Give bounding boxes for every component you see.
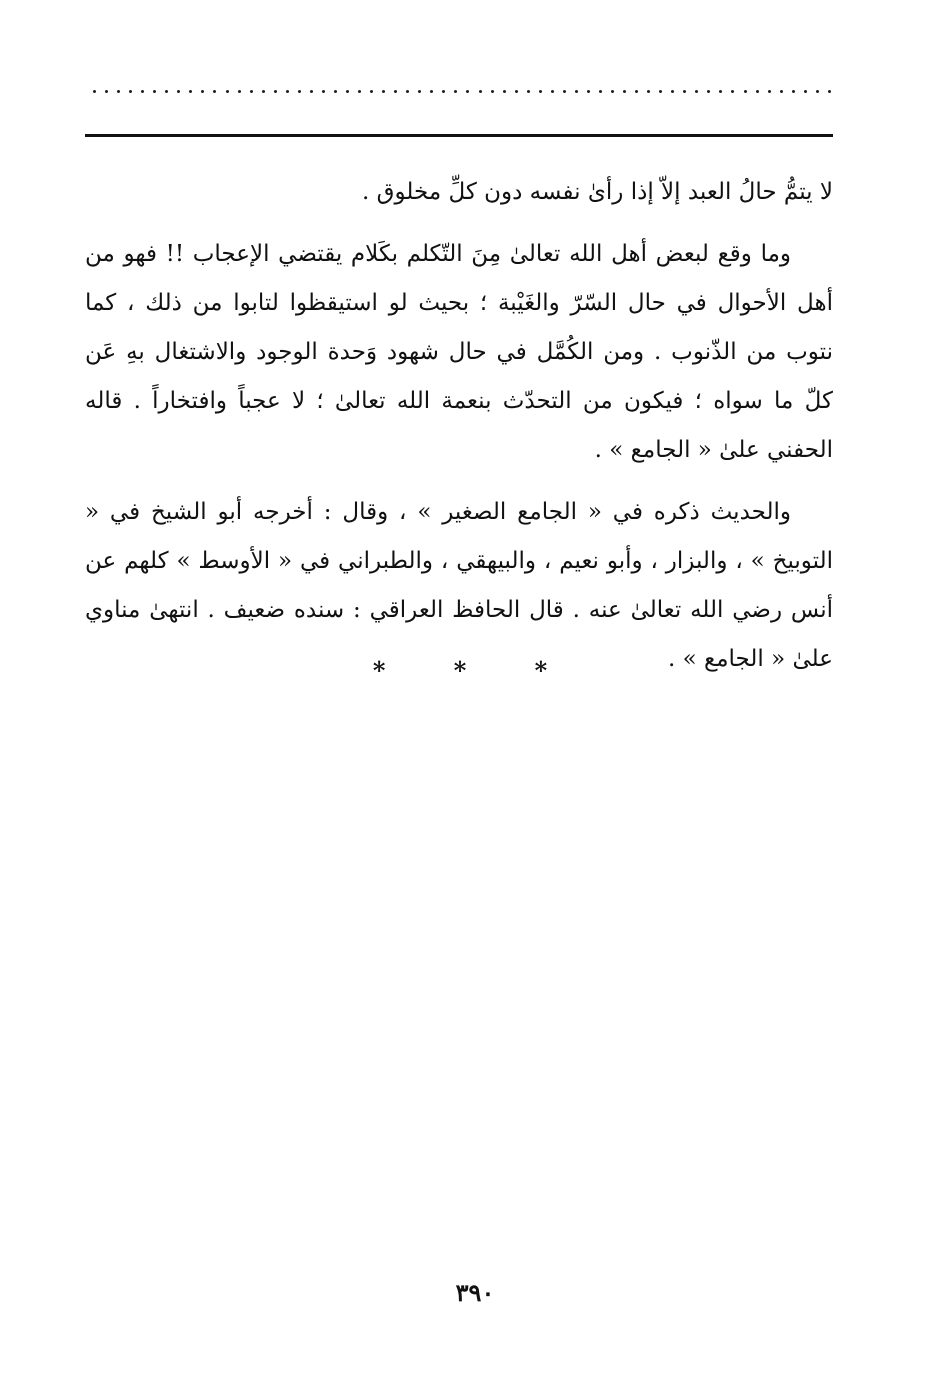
- rule-dot: [611, 90, 614, 93]
- rule-dot: [683, 90, 686, 93]
- rule-dot: [719, 90, 722, 93]
- rule-dot: [466, 90, 469, 93]
- rule-dot: [515, 90, 518, 93]
- rule-dot: [93, 90, 96, 93]
- paragraph-continuation: لا يتمُّ حالُ العبد إلاّ إذا رأىٰ نفسه دون كلِّ مخلوق .: [362, 179, 833, 205]
- rule-dot: [310, 90, 313, 93]
- rule-dot: [201, 90, 204, 93]
- rule-dot: [406, 90, 409, 93]
- rule-dot: [298, 90, 301, 93]
- rule-dot: [491, 90, 494, 93]
- rule-dot: [165, 90, 168, 93]
- rule-dot: [274, 90, 277, 93]
- rule-dot: [792, 90, 795, 93]
- paragraph: والحديث ذكره في « الجامع الصغير » ، وقال : أخرجه أبو الشيخ في « التوبيخ » ، والبزار ، وأبو نعيم ، والبيهقي ، والطبراني في « الأوسط » كلهم عن أنس رضي الله تعالىٰ عنه . قال الحافظ العراقي : سنده ضعيف . انتهىٰ مناوي علىٰ « الجامع » .: [85, 499, 833, 672]
- rule-dot: [213, 90, 216, 93]
- rule-dot: [587, 90, 590, 93]
- rule-dot: [346, 90, 349, 93]
- rule-dot: [575, 90, 578, 93]
- rule-dot: [418, 90, 421, 93]
- rule-dot: [539, 90, 542, 93]
- rule-dot: [707, 90, 710, 93]
- rule-dot: [442, 90, 445, 93]
- rule-dot: [635, 90, 638, 93]
- header-dotted-rule: [93, 84, 831, 98]
- rule-dot: [756, 90, 759, 93]
- rule-dot: [370, 90, 373, 93]
- rule-dot: [358, 90, 361, 93]
- rule-dot: [238, 90, 241, 93]
- page-number: ٣٩٠: [455, 1278, 495, 1307]
- rule-dot: [551, 90, 554, 93]
- rule-dot: [479, 90, 482, 93]
- rule-dot: [394, 90, 397, 93]
- rule-dot: [322, 90, 325, 93]
- rule-dot: [744, 90, 747, 93]
- rule-dot: [141, 90, 144, 93]
- rule-dot: [382, 90, 385, 93]
- rule-dot: [129, 90, 132, 93]
- rule-dot: [816, 90, 819, 93]
- rule-dot: [334, 90, 337, 93]
- rule-dot: [454, 90, 457, 93]
- rule-dot: [695, 90, 698, 93]
- rule-dot: [153, 90, 156, 93]
- rule-dot: [527, 90, 530, 93]
- body-text: [85, 168, 833, 697]
- rule-dot: [117, 90, 120, 93]
- rule-dot: [828, 90, 831, 93]
- rule-dot: [780, 90, 783, 93]
- rule-dot: [177, 90, 180, 93]
- rule-dot: [671, 90, 674, 93]
- rule-dot: [430, 90, 433, 93]
- paragraph: وما وقع لبعض أهل الله تعالىٰ مِنَ التّكلم بكَلام يقتضي الإعجاب !! فهو من أهل الأحوال في حال السّرّ والغَيْبة ؛ بحيث لو استيقظوا لتابوا من ذلك ، كما نتوب من الذّنوب . ومن الكُمَّل في حال شهود وَحدة الوجود والاشتغال بهِ عَن كلّ ما سواه ؛ فيكون من التحدّث بنعمة الله تعالىٰ ؛ لا عجباً وافتخاراً . قاله الحفني علىٰ « الجامع » .: [85, 241, 833, 463]
- rule-dot: [262, 90, 265, 93]
- rule-dot: [250, 90, 253, 93]
- rule-dot: [768, 90, 771, 93]
- rule-dot: [659, 90, 662, 93]
- header-solid-rule: [85, 134, 833, 137]
- rule-dot: [503, 90, 506, 93]
- rule-dot: [731, 90, 734, 93]
- rule-dot: [563, 90, 566, 93]
- rule-dot: [105, 90, 108, 93]
- section-separator: * * *: [372, 656, 578, 685]
- rule-dot: [804, 90, 807, 93]
- rule-dot: [226, 90, 229, 93]
- rule-dot: [623, 90, 626, 93]
- rule-dot: [189, 90, 192, 93]
- rule-dot: [647, 90, 650, 93]
- rule-dot: [286, 90, 289, 93]
- rule-dot: [599, 90, 602, 93]
